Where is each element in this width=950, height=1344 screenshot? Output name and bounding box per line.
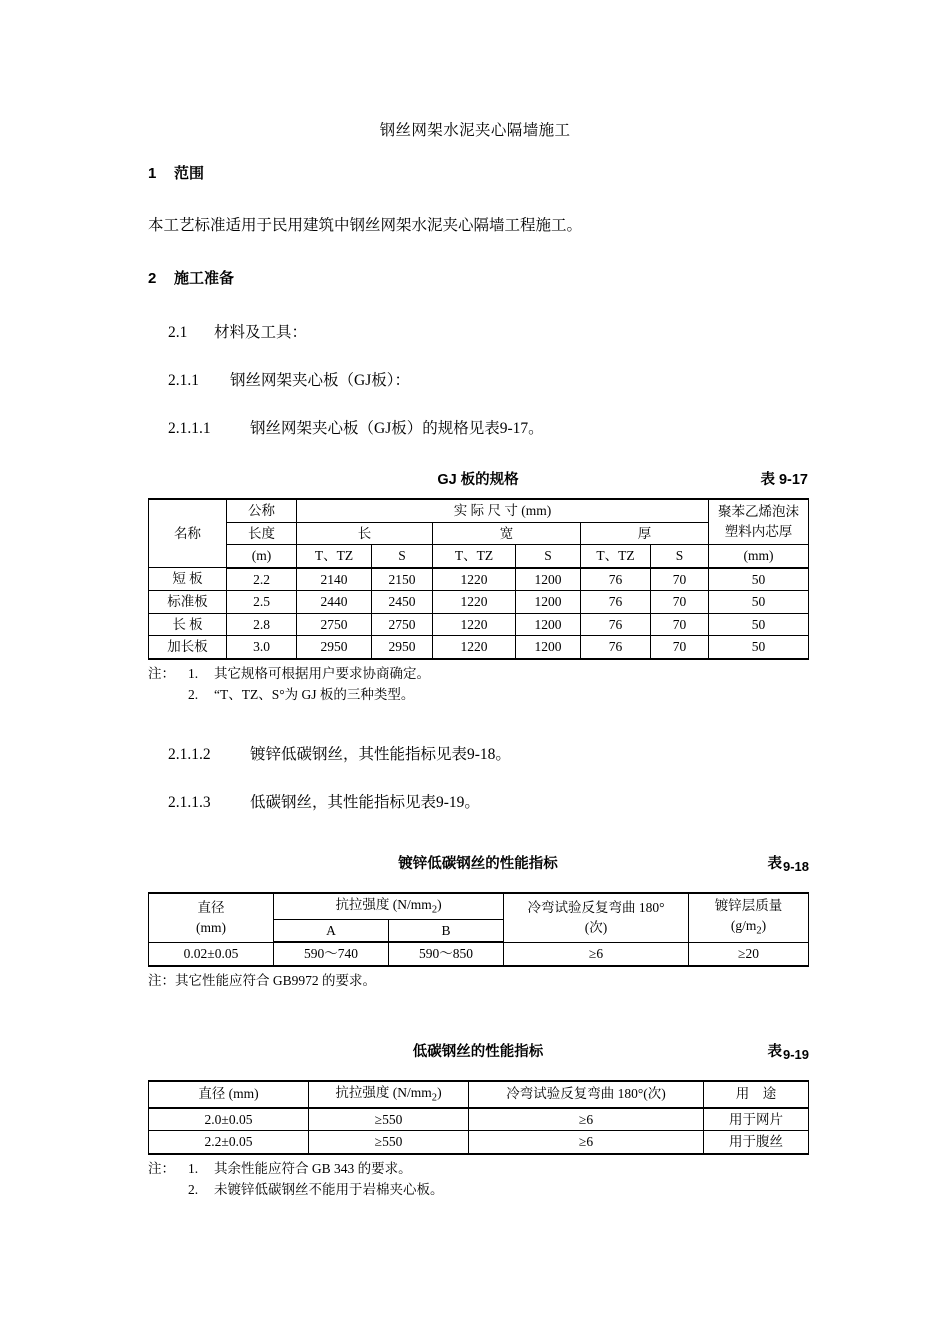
note-text: 未镀锌低碳钢丝不能用于岩棉夹心板。 [214,1181,444,1197]
paragraph-2-1-1-text: 钢丝网架夹心板（GJ板）： [230,372,410,389]
note-line [148,664,828,685]
cell-name: 标准板 [149,591,227,614]
section-heading-2 [0,267,950,288]
cell-wid-ttz: 1220 [433,613,516,636]
header-core-unit: (mm) [709,545,809,568]
table-9-19-number [767,1040,808,1061]
header-length-ttz: T、TZ [297,545,372,568]
cell-core: 50 [709,591,809,614]
cell-wid-s: 1200 [516,591,581,614]
cell-wid-s: 1200 [516,636,581,659]
paragraph-2-1-1 [0,368,950,390]
header-cold-bend [504,893,689,943]
section-label-1: 范围 [174,165,205,182]
header-thickness-s: S [651,545,709,568]
header-cold-bend-line1: 冷弯试验反复弯曲 180° [527,899,665,915]
cell-thk-s: 70 [651,591,709,614]
cell-len-ttz: 2440 [297,591,372,614]
header-grade-a: A [274,919,389,942]
table-9-17-caption [148,468,808,498]
header-cold-bend-line2: (次) [584,919,608,935]
header-actual-size: 实 际 尺 寸 (mm) [297,499,709,522]
header-usage: 用 途 [704,1081,809,1108]
paragraph-2-1-1-1-number: 2.1.1.1 [168,420,211,437]
table-row [149,568,809,591]
cell-len-s: 2450 [372,591,433,614]
cell-core: 50 [709,636,809,659]
table-9-19-notes [148,1159,828,1201]
cell-nominal: 2.2 [227,568,297,591]
header-thickness: 厚 [581,522,709,545]
cell-grade-b: 590～850 [389,942,504,966]
table-9-18-number-value: 9-18 [782,858,809,874]
paragraph-2-1-1-2-number: 2.1.1.2 [168,745,211,763]
cell-zinc: ≥20 [689,942,809,966]
header-grade-b: B [389,919,504,942]
table-row [149,1131,809,1154]
table-9-18-notes [148,971,828,992]
header-diameter: 直径 (mm) [149,1081,309,1108]
header-core-line2: 塑料内芯厚 [724,524,793,540]
section-number-1: 1 [148,165,157,182]
paragraph-2-1-1-2-text: 镀锌低碳钢丝，其性能指标见表9-18。 [250,745,511,763]
cell-name: 加长板 [149,636,227,659]
header-zinc-sub: 2 [756,925,762,937]
header-tensile-sub: 2 [431,1092,438,1104]
cell-nominal: 3.0 [227,636,297,659]
paragraph-2-1-1-2 [0,742,950,764]
header-diameter-line2: (mm) [196,919,226,935]
cell-len-ttz: 2750 [297,613,372,636]
cell-wid-s: 1200 [516,568,581,591]
cell-len-s: 2750 [372,613,433,636]
note-index: 2. [188,686,199,702]
header-tensile-strength [309,1081,469,1108]
header-tensile-text: 抗拉强度 (N/mm [335,1084,432,1100]
cell-name: 长 板 [149,613,227,636]
table-row [149,613,809,636]
table-row [149,591,809,614]
cell-thk-s: 70 [651,636,709,659]
table-row [149,636,809,659]
cell-len-ttz: 2950 [297,636,372,659]
paragraph-2-1-number: 2.1 [168,324,188,341]
cell-thk-ttz: 76 [581,591,651,614]
cell-diameter: 2.0±0.05 [149,1108,309,1131]
cell-thk-s: 70 [651,568,709,591]
header-name: 名称 [149,499,227,568]
table-9-17-header-row-3 [149,545,809,568]
header-zinc-unit: (g/m [730,918,757,934]
table-9-17 [148,498,809,660]
cell-tensile: ≥550 [309,1108,469,1131]
header-thickness-ttz: T、TZ [581,545,651,568]
cell-grade-a: 590～740 [274,942,389,966]
cell-usage: 用于网片 [704,1108,809,1131]
note-lead: 注： [148,665,175,681]
paragraph-2-1-1-number: 2.1.1 [168,372,199,389]
cell-diameter: 0.02±0.05 [149,942,274,966]
table-9-17-title: GJ 板的规格 [437,472,519,488]
table-9-18-caption [148,852,808,882]
cell-len-ttz: 2140 [297,568,372,591]
cell-nominal: 2.8 [227,613,297,636]
table-9-17-number-value: 9-17 [778,472,808,488]
paragraph-2-1-1-1-text: 钢丝网架夹心板（GJ板）的规格见表9-17。 [250,420,544,437]
header-cold-bend: 冷弯试验反复弯曲 180°(次) [469,1081,704,1108]
header-length: 长 [297,522,433,545]
note-line [148,971,828,992]
paragraph-2-1-1-3-number: 2.1.1.3 [168,793,211,811]
cell-len-s: 2150 [372,568,433,591]
cell-cold-bend: ≥6 [469,1131,704,1154]
note-line [148,1159,828,1180]
table-9-19 [148,1080,809,1155]
cell-wid-ttz: 1220 [433,568,516,591]
header-diameter-line1: 直径 [197,899,225,915]
page-title: 钢丝网架水泥夹心隔墙施工 [379,122,571,139]
cell-thk-s: 70 [651,613,709,636]
table-9-18-number-lead: 表 [767,855,782,872]
note-lead: 注： [148,1160,175,1176]
cell-cold-bend: ≥6 [469,1108,704,1131]
paragraph-2-1-text: 材料及工具： [214,324,308,341]
cell-nominal: 2.5 [227,591,297,614]
header-tensile-tail: ) [437,1084,442,1100]
table-9-17-header-row-1 [149,499,809,522]
table-row [149,1108,809,1131]
header-length-s: S [372,545,433,568]
note-lead: 注： [148,972,175,988]
header-tensile-tail: ) [437,896,442,912]
header-nominal-line2: 长度 [227,522,297,545]
header-core-line1: 聚苯乙烯泡沫 [718,503,800,519]
cell-wid-s: 1200 [516,613,581,636]
note-line [148,1180,828,1201]
table-9-19-header-row [149,1081,809,1108]
header-zinc-line2 [691,916,806,939]
header-zinc-tail: ) [761,918,767,934]
table-9-19-number-value: 9-19 [782,1046,809,1062]
header-tensile-sub: 2 [431,904,438,916]
cell-len-s: 2950 [372,636,433,659]
cell-thk-ttz: 76 [581,568,651,591]
cell-wid-ttz: 1220 [433,591,516,614]
table-9-19-caption [148,1040,808,1070]
cell-tensile: ≥550 [309,1131,469,1154]
header-width: 宽 [433,522,581,545]
header-tensile-strength [274,893,504,919]
note-line [148,685,828,706]
cell-usage: 用于腹丝 [704,1131,809,1154]
cell-core: 50 [709,613,809,636]
table-9-17-notes [148,664,828,706]
cell-thk-ttz: 76 [581,613,651,636]
header-zinc-coating [689,893,809,943]
header-width-s: S [516,545,581,568]
cell-wid-ttz: 1220 [433,636,516,659]
note-index: 1. [188,1160,199,1176]
paragraph-2-1-1-3-text: 低碳钢丝，其性能指标见表9-19。 [250,793,480,811]
note-index: 2. [188,1181,199,1197]
note-text: 其它性能应符合 GB9972 的要求。 [175,972,377,988]
header-diameter [149,893,274,943]
note-text: “T、TZ、S°为 GJ 板的三种类型。 [214,686,415,702]
header-nominal-line1: 公称 [227,499,297,522]
header-zinc-line1: 镀锌层质量 [714,897,783,913]
table-9-17-number [760,468,808,489]
paragraph-2-1 [0,320,950,342]
note-text: 其它规格可根据用户要求协商确定。 [214,665,430,681]
table-row [149,942,809,966]
table-9-18 [148,892,809,967]
cell-diameter: 2.2±0.05 [149,1131,309,1154]
note-index: 1. [188,665,199,681]
table-9-18-title: 镀锌低碳钢丝的性能指标 [398,855,558,872]
section-label-2: 施工准备 [174,270,235,287]
cell-core: 50 [709,568,809,591]
scope-paragraph: 本工艺标准适用于民用建筑中钢丝网架水泥夹心隔墙工程施工。 [148,217,583,234]
table-9-17-number-lead: 表 [760,472,775,488]
section-number-2: 2 [148,270,157,287]
paragraph-2-1-1-3 [0,790,950,812]
table-9-19-title: 低碳钢丝的性能指标 [412,1043,544,1060]
table-9-18-header-row-1 [149,893,809,919]
header-nominal-unit: (m) [227,545,297,568]
section-heading-1 [0,162,950,183]
table-9-18-number [767,852,808,873]
header-tensile-text: 抗拉强度 (N/mm [335,896,432,912]
cell-name: 短 板 [149,568,227,591]
paragraph-2-1-1-1 [0,416,950,438]
header-width-ttz: T、TZ [433,545,516,568]
cell-cold-bend: ≥6 [504,942,689,966]
table-9-19-number-lead: 表 [767,1043,782,1060]
header-core-thickness [709,499,809,545]
cell-thk-ttz: 76 [581,636,651,659]
note-text: 其余性能应符合 GB 343 的要求。 [214,1160,412,1176]
